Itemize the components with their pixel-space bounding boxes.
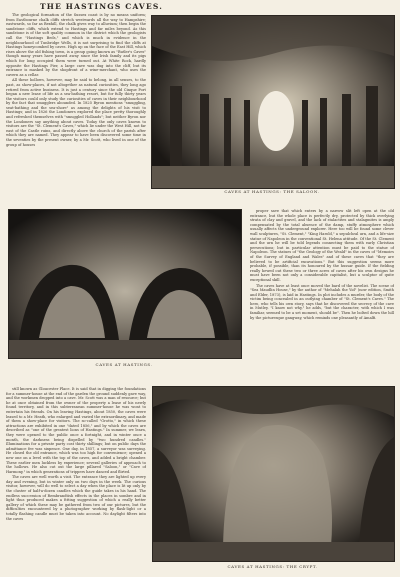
text-column-2: [250, 209, 394, 374]
paragraph: still known as Gloucester Place. It is said that in digging the foundations for a summer-house at the end of the garden the ground suddenly gave way, and the workmen dropped into a cave. Mr. Scott was a man of resource; but he at once obtained from the owner of the property a lease of his newly found territory, and in this subterranean summer-house he was wont to entertain his friends. On his leaving Hastings, about 1850, the caves were leased to a Mr. Heath, who enlarged and varied the extraordinary, and made of them a show-place for visitors. The so-called "Grotto," in which these attractions are exhibited in one "dated 1856," and by which the caves are described as "one of the greatest lions of Hastings." In summer, we learn, they were opened to the public once a fortnight, and in winter once a month, the darkness being dispelled by "two hundred candles." Illuminations for a private party cost thirty shillings; but on public days the admittance fee was sixpence. One day, in 1857, a surveyor was surveying. He closed the old entrance, which was too high for convenience; opened a new one on a level with the top of the caves, and added a bright chamber. These earlier men luckless by experience; several galleries of approach to the hollows. He also cut out the large pillared "Saloon," or "Cave of Harmony," in which generations of trippers have danced and flirted.: [6, 387, 146, 474]
caption-saloon: CAVES AT HASTINGS: THE SALOON.: [224, 189, 320, 194]
caption-crypt: CAVES AT HASTINGS: THE CRYPT.: [227, 564, 318, 569]
paragraph: proper save that which enters by a narrow slit left open at the old entrance, but the whole place is perfectly dry, protected by thick overlying strata of clay and gravel, and the lack of stalactites and stalagmites is amply compensated by the total absence of the damp, stuffy atmosphere which usually affects the underground explorer. Here too will be found some clever wall sculptures, "St. Clement," "King Harold," a sepulchral urn, and a life-size statue of Napoleon in the conventional St. Helena attitude. Of the St. Clement and the urn he will be told legends connecting them with early Christian persecutions; but in particular attention must be paid to the statue of Napoleon. The statues of "the Geology of the Weald" in the caves of "Memoirs of the Survey of England and Wales" and of these caves that "they are believed to be artificial excavations." But this suggestion seems more probable, if possible, than its honoured by the hussar guide. If the fielding really hewed out these two or three acres of caves after his own designs he must have been not only a considerable capitalist, but a sculptor of quite exceptional skill.: [250, 209, 394, 282]
paragraph: The geological formation of the Sussex coast is by no means uniform; from Eastbourne chalk cliffs stretch westwards all the way to Hampshire; eastwards, so far as Bexhill, the chalk gives way to alluvium; then begin the sandstone cliffs, which extend to Hastings and far miles beyond. As this sandstone is of the soft quality common in the district which the geologists call the "Hastings Beds," and which is much in evidence in the neighbourhood of Tunbridge Wells, it is not surprising to find the cliffs at Hastings honeycombed by caves. High up on the face of the East Hill, which rises above the old fishing town, is a group going known as "Butler's Caves" though many years have passed away since the Irish family and its pigs which for long occupied them were turned out. At White Rock, hardly opposite the Hastings Pier, a large cave was dug into the cliff, but its entrance is masked by the shopfront of a wine-merchant, who uses the cavern as a cellar.: [6, 13, 146, 77]
photo-crypt: [152, 386, 395, 562]
caption-hastings: CAVES AT HASTINGS.: [95, 362, 153, 367]
article-title: THE HASTINGS CAVES.: [40, 2, 164, 11]
text-column-3: [6, 387, 146, 571]
paragraph: All these hollows, however, may be said to belong, in all senses, to the past, as show-places, if not altogether as natural curiosities, they long ago retired from active business. It is just a century since the old Cinque Port began a new lease of life as a sea-bathing resort, but for fully thirty years the visitors could only study the curiosities of caves in their neighbourhood by the fact that smugglers abounded. In 1825 Byron mentions "smuggling, seat-bathing and the sea-shore" as among the delights of his visit to Hastings; and in 1826 the Londoners explored the place pretty thoroughly and refreshed themselves with "smuggled Hollands"; but neither Byron nor the Londoners say anything about caves. Today the only caves known to visitors are the "St. Clement's Caves," which lie under the West Hill, not far east of the Castle ruins, and directly above the church of the parish after which they are named. They appear to have been discovered some time in the seventies by the present owner, by a Mr. Scott, who lived in one of the group of houses: [6, 78, 146, 147]
text-column-1: [6, 13, 146, 195]
paragraph: The caves are well worth a visit. The entrance they are lighted up every day and evening, but in winter only on two days in the week. The curious visitor, however, will do well to select a day when the place is lit up only by the cluster of half-a-dozen candles which the guide takes in his hand. The endless succession of Rembrandtish effects in the places in sombre and in light thus produced makes a fitting suggestion of which a really better gallery of which these may be gathered from two of our pictures, but the difficulties encountered by a photographer working by flash-light or a totally flashing candle must be taken into account. No daylight filters into the caves: [6, 475, 146, 521]
paragraph: The caves have at least once moved the bard of the novelist. The scene of "Sea Maudlin House," by the author of "Mehalah the Yid" (now edition, Smith and Elder, 1873), is laid in Hastings. In plot includes a murder, the body of the victim being concealed in an outlying chamber of "St. Clement's Caves." The hero, who tells his own story, says that he discovered the secrecy of the cave in Mutley. "I know not why," he adds, "but the character, with which I was familiar, seemed to be a set moment, should be". Then he bolted down the hill by the picturesque gangway, which reminds one pleasantly of Amalfi.: [250, 283, 394, 320]
photo-saloon: [151, 15, 395, 189]
photo-hastings: [8, 209, 242, 359]
